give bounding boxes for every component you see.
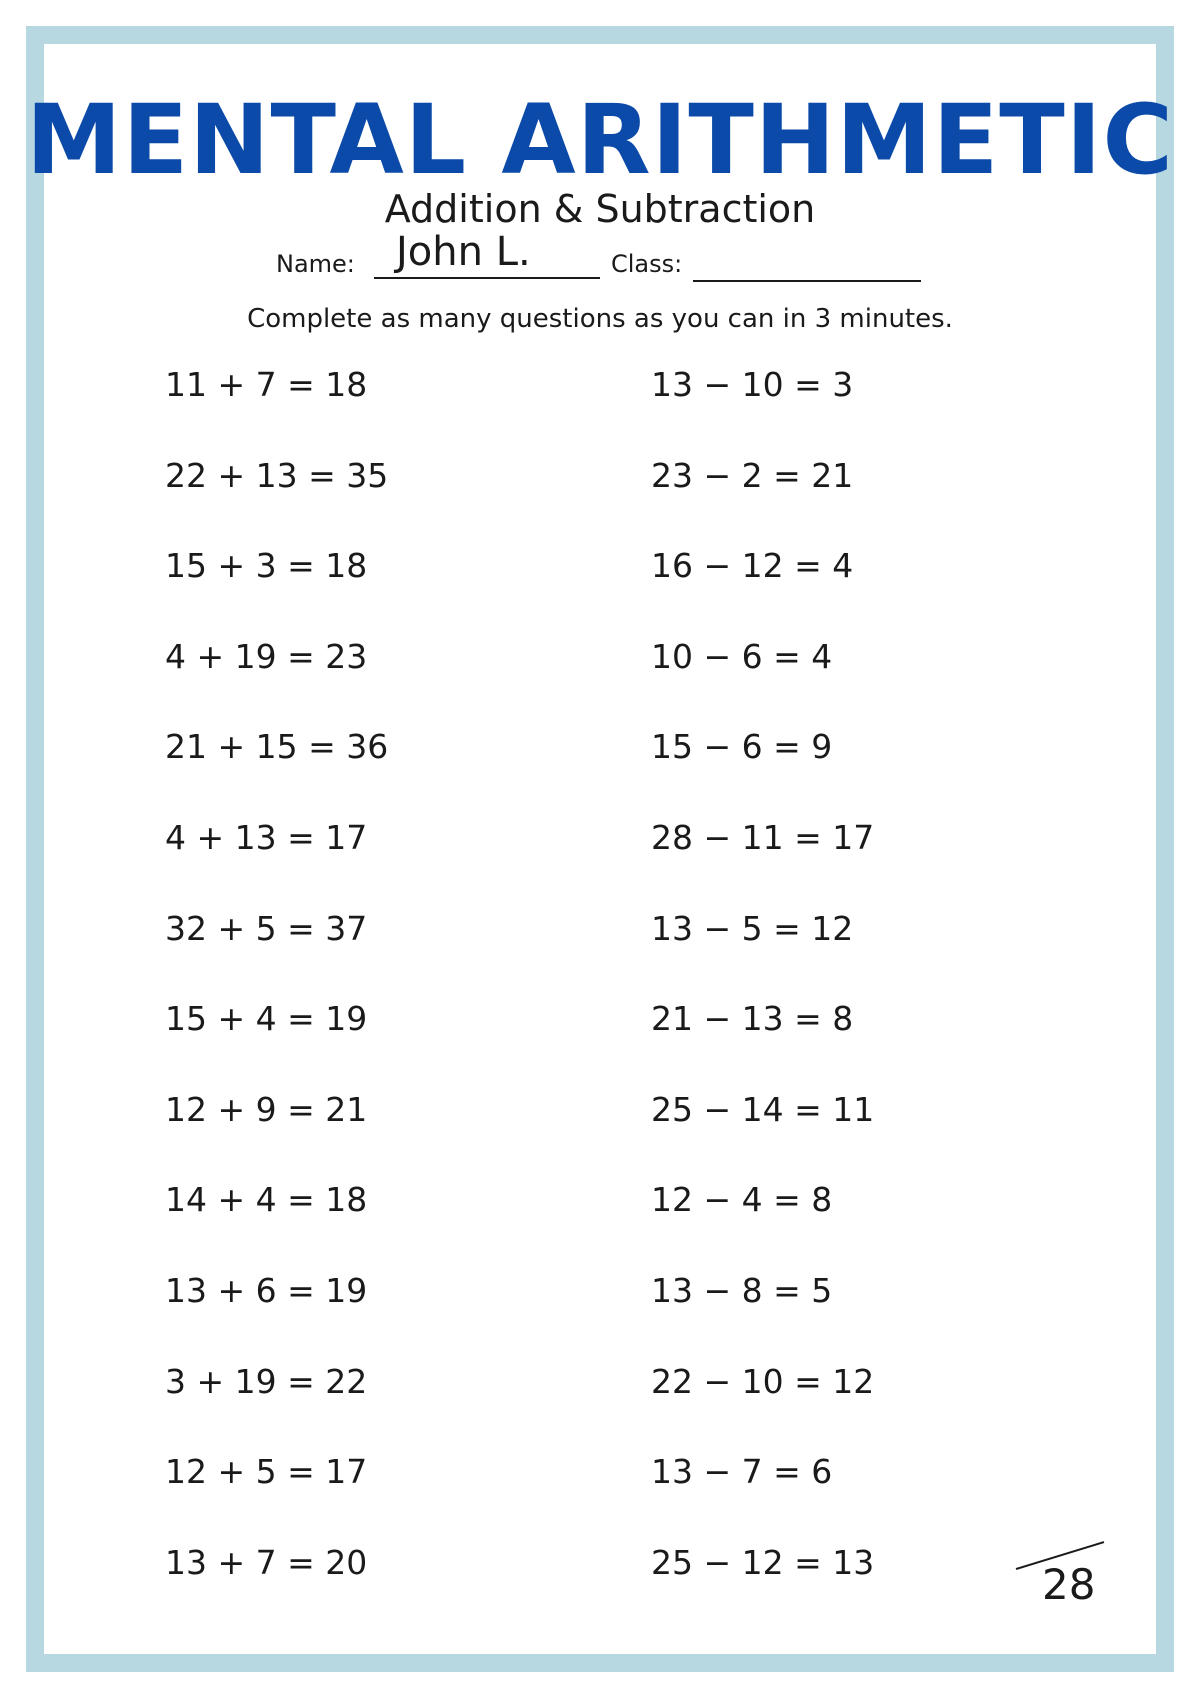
subtraction-question: 13 − 7 = 6 [651,1452,833,1492]
addition-question: 32 + 5 = 37 [165,908,368,948]
addition-question: 3 + 19 = 22 [165,1361,368,1401]
subtraction-column [651,365,875,1636]
addition-column [165,365,389,1636]
subtraction-question: 25 − 14 = 11 [651,1089,875,1129]
worksheet-subtitle: Addition & Subtraction [384,187,816,231]
score-mark [1016,1540,1126,1620]
subtraction-question: 13 − 10 = 3 [651,365,854,404]
class-label: Class: [611,250,683,278]
subtraction-question: 25 − 12 = 13 [651,1542,875,1582]
addition-question: 4 + 13 = 17 [165,817,368,857]
addition-question: 22 + 13 = 35 [165,455,389,495]
addition-question: 15 + 4 = 19 [165,999,368,1039]
subtraction-question: 10 − 6 = 4 [651,636,833,676]
addition-question: 12 + 5 = 17 [165,1452,368,1492]
addition-question: 13 + 7 = 20 [165,1542,368,1582]
addition-question: 21 + 15 = 36 [165,727,389,767]
name-label: Name: [276,250,355,278]
addition-question: 14 + 4 = 18 [165,1180,368,1220]
addition-question: 13 + 6 = 19 [165,1270,368,1310]
subtraction-question: 22 − 10 = 12 [651,1361,875,1401]
subtraction-question: 21 − 13 = 8 [651,999,854,1039]
addition-question: 12 + 9 = 21 [165,1089,368,1129]
subtraction-question: 13 − 5 = 12 [651,908,854,948]
addition-question: 15 + 3 = 18 [165,546,368,586]
instructions-text: Complete as many questions as you can in 3 minutes. [247,304,953,334]
worksheet-title: MENTAL ARITHMETIC [26,84,1174,196]
subtraction-question: 16 − 12 = 4 [651,546,854,586]
subtraction-question: 28 − 11 = 17 [651,817,875,857]
name-field-line[interactable] [374,277,600,279]
subtraction-question: 13 − 8 = 5 [651,1270,833,1310]
subtraction-question: 23 − 2 = 21 [651,455,854,495]
name-field-value[interactable]: John L. [396,229,531,275]
score-value: 28 [1042,1560,1096,1609]
addition-question: 4 + 19 = 23 [165,636,368,676]
class-field-line[interactable] [693,280,921,282]
addition-question: 11 + 7 = 18 [165,365,368,404]
subtraction-question: 15 − 6 = 9 [651,727,833,767]
subtraction-question: 12 − 4 = 8 [651,1180,833,1220]
